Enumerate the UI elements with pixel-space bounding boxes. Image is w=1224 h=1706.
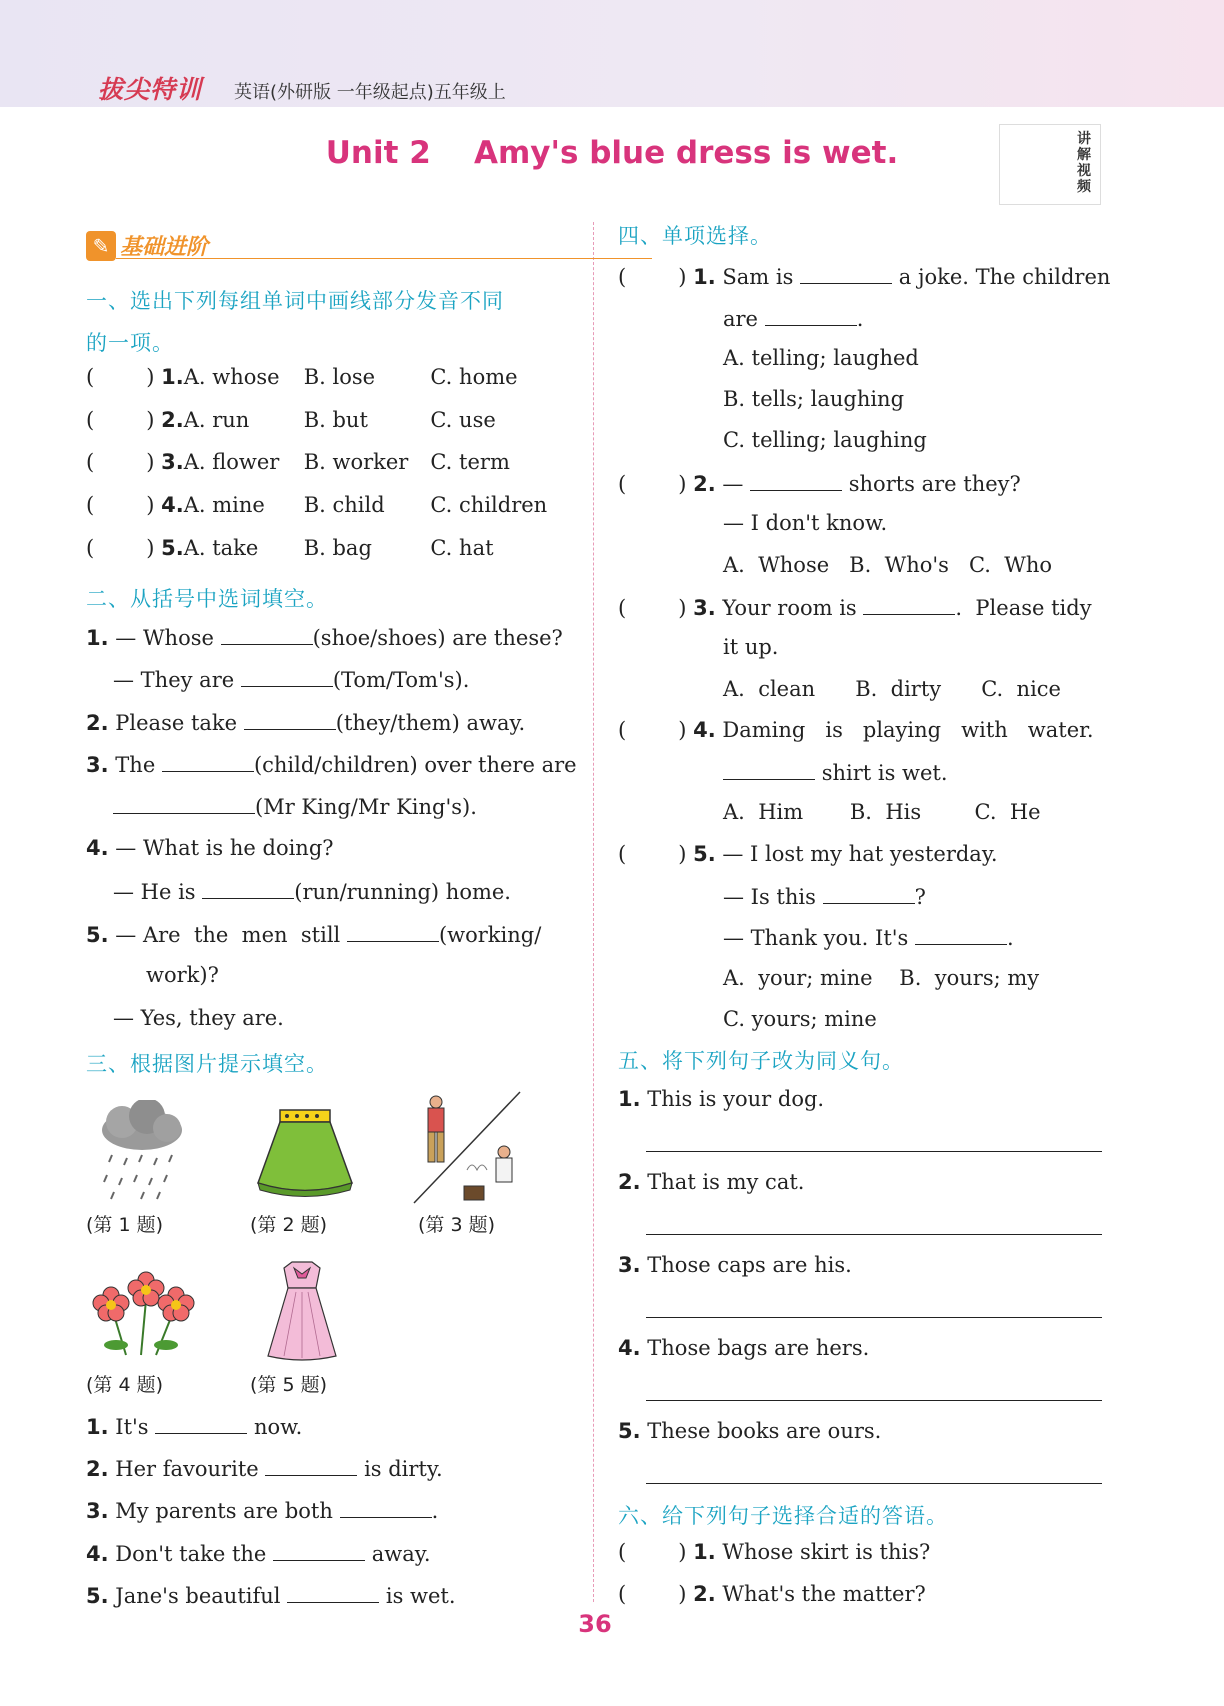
- section-3-title: 三、根据图片提示填空。: [86, 1052, 328, 1076]
- item-number: 5.: [618, 1419, 641, 1443]
- section-1-title-2: 的一项。: [86, 331, 174, 355]
- option-word: take: [212, 536, 259, 560]
- s4-q5-line2: — Is this ?: [723, 885, 926, 909]
- s1-item: [86, 450, 510, 474]
- paren-open: (: [86, 536, 95, 560]
- s4-q5-option-c[interactable]: C. yours; mine: [723, 1007, 877, 1031]
- caption-3: (第 3 题): [418, 1214, 495, 1236]
- option[interactable]: C. children: [423, 493, 548, 517]
- s4-q3-options[interactable]: A. clean B. dirty C. nice: [723, 677, 1061, 701]
- item-number: 3.: [161, 450, 184, 474]
- s5-item: [618, 1170, 804, 1194]
- answer-blank[interactable]: [113, 793, 255, 814]
- option-word: mine: [212, 493, 265, 517]
- s4-q1-line2: are .: [723, 307, 864, 331]
- brand-logo: 拔尖特训: [98, 75, 203, 104]
- s4-q4-options[interactable]: A. Him B. His C. He: [723, 800, 1041, 824]
- answer-line[interactable]: [646, 1151, 1102, 1152]
- unit-title: Unit 2 Amy's blue dress is wet.: [325, 135, 899, 171]
- option[interactable]: B. lose: [303, 365, 376, 389]
- s2-item-5b: work)?: [146, 963, 219, 987]
- s3-item-5: 5. Jane's beautiful is wet.: [86, 1584, 456, 1608]
- option-word: hat: [459, 536, 494, 560]
- skirt-icon: [250, 1108, 360, 1198]
- s4-q1-opt-b[interactable]: B. tells; laughing: [723, 387, 905, 411]
- option-word: child: [332, 493, 385, 517]
- s4-q1-opt-a[interactable]: A. telling; laughed: [723, 346, 919, 370]
- s4-q1: ( ) 1. Sam is a joke. The children: [618, 265, 1111, 289]
- item-number: 2.: [618, 1170, 641, 1194]
- answer-blank[interactable]: [287, 1582, 379, 1603]
- s5-item: [618, 1087, 824, 1111]
- item-number: 5.: [161, 536, 184, 560]
- section-5-title: 五、将下列句子改为同义句。: [618, 1049, 904, 1073]
- item-number: 1.: [161, 365, 184, 389]
- s4-q5-line3: — Thank you. It's .: [723, 926, 1014, 950]
- sentence: That is my cat.: [640, 1170, 805, 1194]
- option-word: flower: [212, 450, 280, 474]
- option[interactable]: A. flower: [183, 450, 280, 474]
- paren-close: ): [146, 493, 155, 517]
- s2-item-3: 3. The (child/children) over there are: [86, 753, 577, 777]
- item-number: 1.: [618, 1087, 641, 1111]
- s4-q2-line2: — I don't know.: [723, 511, 888, 535]
- option[interactable]: C. home: [423, 365, 518, 389]
- option-word: but: [332, 408, 368, 432]
- answer-line[interactable]: [646, 1483, 1102, 1484]
- s3-item-1: 1. It's now.: [86, 1415, 303, 1439]
- option-word: use: [459, 408, 496, 432]
- option-word: bag: [332, 536, 372, 560]
- option[interactable]: A. take: [183, 536, 259, 560]
- item-number: 4.: [161, 493, 184, 517]
- option-word: run: [212, 408, 250, 432]
- answer-blank[interactable]: [915, 924, 1007, 945]
- s4-q5-options-ab[interactable]: A. your; mine B. yours; my: [723, 966, 1040, 990]
- paren-open: (: [86, 365, 95, 389]
- option-word: worker: [332, 450, 409, 474]
- s1-item: [86, 365, 518, 389]
- answer-blank[interactable]: [244, 709, 336, 730]
- s3-item-3: 3. My parents are both .: [86, 1499, 439, 1523]
- item-number: 4.: [618, 1336, 641, 1360]
- s4-q5: ( ) 5. — I lost my hat yesterday.: [618, 842, 998, 866]
- sentence: These books are ours.: [640, 1419, 882, 1443]
- s2-item-4: 4. — What is he doing?: [86, 836, 334, 860]
- video-label: 讲解视频: [1077, 131, 1091, 195]
- pencil-icon: ✎: [86, 231, 116, 261]
- item-number: 3.: [618, 1253, 641, 1277]
- answer-blank[interactable]: [340, 1497, 432, 1518]
- s4-q4-line2: shirt is wet.: [723, 759, 948, 785]
- option-word: term: [459, 450, 510, 474]
- flowers-icon: [86, 1265, 198, 1360]
- s1-item: [86, 493, 547, 517]
- option[interactable]: B. but: [303, 408, 368, 432]
- s5-item: [618, 1336, 869, 1360]
- s2-item-5: 5. — Are the men still (working/: [86, 923, 542, 947]
- s1-item: [86, 408, 496, 432]
- answer-blank[interactable]: [765, 305, 857, 326]
- s5-item: [618, 1419, 881, 1443]
- section-4-title: 四、单项选择。: [618, 224, 772, 248]
- s4-q1-opt-c[interactable]: C. telling; laughing: [723, 428, 927, 452]
- option[interactable]: B. child: [303, 493, 385, 517]
- video-qr-box[interactable]: [999, 124, 1101, 205]
- option-word: home: [459, 365, 518, 389]
- section-1-title: 一、选出下列每组单词中画线部分发音不同: [86, 289, 504, 313]
- answer-blank[interactable]: [863, 594, 955, 615]
- dress-icon: [262, 1258, 342, 1363]
- s6-item-2: ( ) 2. What's the matter?: [618, 1582, 926, 1606]
- sentence: Those bags are hers.: [640, 1336, 870, 1360]
- paren-open: (: [86, 450, 95, 474]
- basic-underline: [116, 258, 652, 259]
- s4-q2-options[interactable]: A. Whose B. Who's C. Who: [723, 553, 1053, 577]
- s4-q3-line2: it up.: [723, 635, 779, 659]
- answer-blank[interactable]: [273, 1540, 365, 1561]
- answer-line[interactable]: [646, 1400, 1102, 1401]
- option-word: lose: [332, 365, 376, 389]
- option[interactable]: C. use: [423, 408, 496, 432]
- option-word: whose: [212, 365, 280, 389]
- answer-blank[interactable]: [800, 263, 892, 284]
- option[interactable]: A. mine: [183, 493, 265, 517]
- sentence: This is your dog.: [640, 1087, 825, 1111]
- answer-line[interactable]: [646, 1317, 1102, 1318]
- option[interactable]: C. term: [423, 450, 510, 474]
- option[interactable]: B. bag: [303, 536, 372, 560]
- answer-blank[interactable]: [155, 1413, 247, 1434]
- s5-item: [618, 1253, 852, 1277]
- s2-item-4b: — He is (run/running) home.: [113, 880, 511, 904]
- book-info: 英语(外研版 一年级起点)五年级上: [234, 82, 506, 103]
- section-2-title: 二、从括号中选词填空。: [86, 587, 328, 611]
- sentence: Those caps are his.: [640, 1253, 852, 1277]
- answer-blank[interactable]: [823, 883, 915, 904]
- column-divider: [593, 222, 594, 1602]
- option[interactable]: C. hat: [423, 536, 494, 560]
- option[interactable]: B. worker: [303, 450, 409, 474]
- answer-blank[interactable]: [723, 759, 815, 780]
- s4-q4: ( ) 4. Daming is playing with water.: [618, 718, 1094, 742]
- answer-blank[interactable]: [221, 624, 313, 645]
- people-illustration: [412, 1090, 522, 1205]
- option[interactable]: A. run: [183, 408, 250, 432]
- item-number: 2.: [161, 408, 184, 432]
- s2-item-2: 2. Please take (they/them) away.: [86, 711, 526, 735]
- s4-q2: ( ) 2. — shorts are they?: [618, 472, 1021, 496]
- answer-blank[interactable]: [241, 666, 333, 687]
- answer-blank[interactable]: [265, 1455, 357, 1476]
- option[interactable]: A. whose: [183, 365, 280, 389]
- paren-open: (: [86, 408, 95, 432]
- s1-item: [86, 536, 494, 560]
- section-6-title: 六、给下列句子选择合适的答语。: [618, 1504, 948, 1528]
- s2-item-1b: — They are (Tom/Tom's).: [113, 668, 470, 692]
- paren-open: (: [86, 493, 95, 517]
- caption-1: (第 1 题): [86, 1214, 163, 1236]
- answer-blank[interactable]: [347, 921, 439, 942]
- s4-q3: ( ) 3. Your room is . Please tidy: [618, 596, 1092, 620]
- page-number: 36: [578, 1610, 612, 1638]
- answer-blank[interactable]: [202, 878, 294, 899]
- s3-item-2: 2. Her favourite is dirty.: [86, 1457, 443, 1481]
- s2-item-5c: — Yes, they are.: [113, 1006, 284, 1030]
- s6-item-1: ( ) 1. Whose skirt is this?: [618, 1540, 931, 1564]
- paren-close: ): [146, 408, 155, 432]
- basic-section-header: [86, 230, 208, 261]
- s2-item-3b: (Mr King/Mr King's).: [113, 793, 477, 819]
- answer-line[interactable]: [646, 1234, 1102, 1235]
- s2-item-1: 1. — Whose (shoe/shoes) are these?: [86, 626, 563, 650]
- caption-2: (第 2 题): [250, 1214, 327, 1236]
- basic-label: 基础进阶: [120, 235, 209, 260]
- answer-blank[interactable]: [750, 470, 842, 491]
- paren-close: ): [146, 450, 155, 474]
- page-header: [0, 0, 1224, 107]
- caption-4: (第 4 题): [86, 1374, 163, 1396]
- option-word: children: [459, 493, 548, 517]
- answer-blank[interactable]: [162, 751, 254, 772]
- caption-5: (第 5 题): [250, 1374, 327, 1396]
- s3-item-4: 4. Don't take the away.: [86, 1542, 431, 1566]
- paren-close: ): [146, 365, 155, 389]
- rain-cloud-icon: [92, 1100, 192, 1200]
- paren-close: ): [146, 536, 155, 560]
